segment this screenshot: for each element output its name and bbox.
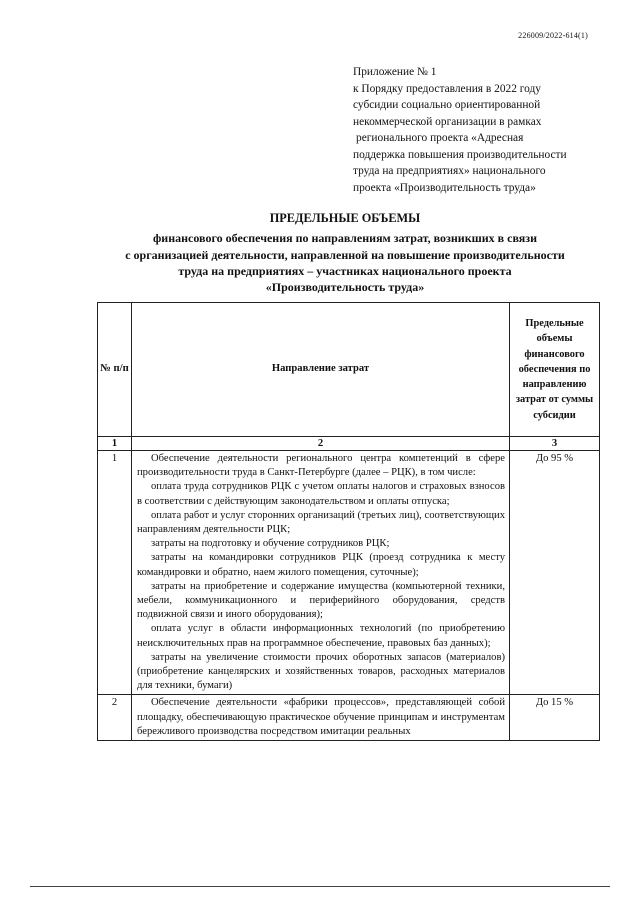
direction-item: оплата услуг в области информационных технологий (по приобретению неисключительных прав на программное обеспечение, правовых баз данных); <box>137 623 505 649</box>
header-limit: Предельные объемы финансового обеспечения по направлению затрат от суммы субсидии <box>510 303 600 437</box>
row-number: 1 <box>98 451 132 695</box>
table-row <box>98 695 600 741</box>
header-direction: Направление затрат <box>132 303 510 437</box>
direction-item: затраты на подготовку и обучение сотрудников РЦК; <box>151 538 390 550</box>
row-direction <box>132 695 510 741</box>
heading-main: ПРЕДЕЛЬНЫЕ ОБЪЕМЫ <box>269 211 421 225</box>
appendix-title: Приложение № 1 <box>353 66 437 78</box>
index-cell: 3 <box>510 437 600 451</box>
heading-line: «Производительность труда» <box>265 280 425 295</box>
table-row <box>98 451 600 695</box>
appendix-line: труда на предприятиях» национального <box>353 165 546 177</box>
row-direction <box>132 451 510 695</box>
heading-line: с организацией деятельности, направленной на повышение производительности <box>125 247 565 262</box>
heading-line: труда на предприятиях – участниках национального проекта <box>178 263 512 278</box>
direction-item: оплата работ и услуг сторонних организаций (третьих лиц), соответствующих направлениям деятельности РЦК; <box>137 509 505 536</box>
appendix-block <box>353 64 598 196</box>
appendix-line: некоммерческой организации в рамках <box>353 115 542 128</box>
direction-item: Обеспечение деятельности «фабрики процессов», представляющей собой площадку, обеспечивающую практическое обучение принципам и инструментам бережливого производства посредством имитации реальных <box>137 697 505 737</box>
header-num: № п/п <box>98 303 132 437</box>
direction-item: затраты на увеличение стоимости прочих оборотных запасов (материалов) (приобретение канцелярских и хозяйственных товаров, расходных материалов для техники, бумаги) <box>137 651 505 692</box>
direction-item: оплата труда сотрудников РЦК с учетом оплаты налогов и страховых взносов в соответствии с действующим законодательством и оплаты отпуска; <box>137 481 505 507</box>
direction-item: затраты на командировки сотрудников РЦК (проезд сотрудника к месту командировки и обратно, наем жилого помещения, суточные); <box>137 552 505 578</box>
row-number: 2 <box>98 695 132 741</box>
appendix-line: проекта «Производительность труда» <box>353 181 536 194</box>
direction-item: Обеспечение деятельности регионального центра компетенций в сфере производительности труда в Санкт-Петербурге (далее – РЦК), в том числе: <box>137 453 505 479</box>
row-limit: До 15 % <box>510 695 600 741</box>
appendix-line: регионального проекта «Адресная <box>356 132 524 144</box>
row-limit: До 95 % <box>510 451 600 695</box>
index-cell: 2 <box>132 437 510 451</box>
appendix-line: субсидии социально ориентированной <box>353 99 541 111</box>
heading-line: финансового обеспечения по направлениям затрат, возникших в связи <box>152 231 538 246</box>
document-id: 226009/2022-614(1) <box>518 31 588 40</box>
appendix-line: к Порядку предоставления в 2022 году <box>353 82 541 95</box>
appendix-line: поддержка повышения производительности <box>353 148 567 161</box>
index-cell: 1 <box>98 437 132 451</box>
direction-item: затраты на приобретение и содержание имущества (компьютерной техники, мебели, коммуникационного и периферийного оборудования, средств подвижной связи и иного оборудования); <box>137 580 505 621</box>
limits-table <box>97 302 600 741</box>
document-heading <box>100 210 590 295</box>
page-bottom-rule <box>30 886 610 887</box>
